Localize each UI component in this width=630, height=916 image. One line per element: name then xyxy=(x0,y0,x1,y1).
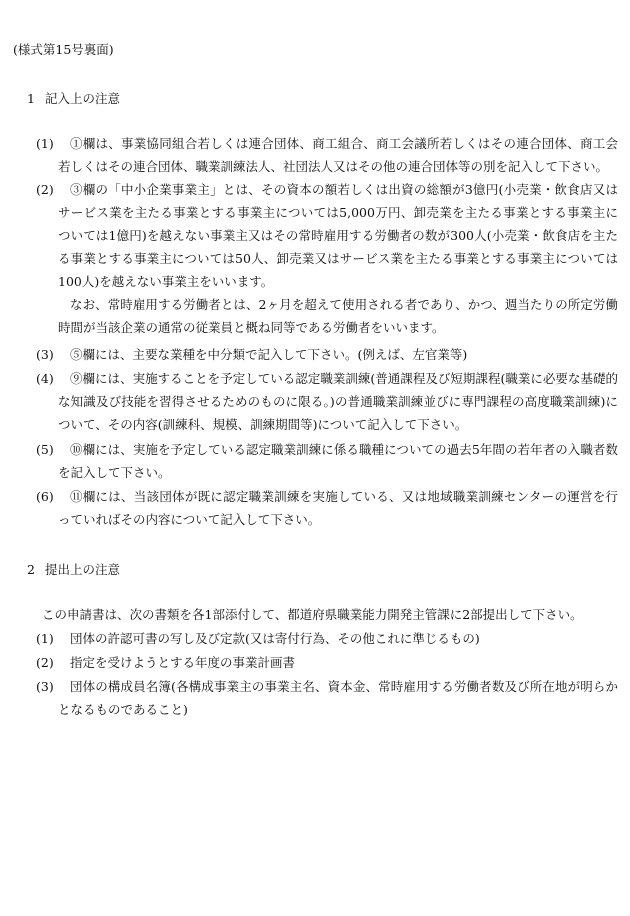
section-1-item-3 xyxy=(36,343,618,366)
section-1-item-6 xyxy=(36,485,618,531)
item-marker: (3) xyxy=(36,679,54,694)
item-marker: (1) xyxy=(36,136,54,151)
item-text: ①欄は、事業協同組合若しくは連合団体、商工組合、商工会議所若しくはその連合団体、商工会若しくはその連合団体、職業訓練法人、社団法人又はその他の連合団体等の別を記入して下さい。 xyxy=(58,136,618,174)
section-1-heading xyxy=(27,89,120,107)
item-text: ⑪欄には、当該団体が既に認定職業訓練を実施している、又は地域職業訓練センターの運営を行っていればその内容について記入して下さい。 xyxy=(58,489,618,527)
section-2-number: 2 xyxy=(27,562,35,577)
item-marker: (5) xyxy=(36,442,54,457)
item-text: ⑩欄には、実施を予定している認定職業訓練に係る職種についての過去5年間の若年者の入職者数を記入して下さい。 xyxy=(58,442,618,480)
section-2-heading xyxy=(27,560,120,578)
item-text: ⑤欄には、主要な業種を中分類で記入して下さい。(例えば、左官業等) xyxy=(70,347,468,362)
section-1-item-4 xyxy=(36,367,618,436)
section-1-item-5 xyxy=(36,438,618,484)
item-text: 団体の構成員名簿(各構成事業主の事業主名、資本金、常時雇用する労働者数及び所在地が明らかとなるものであること) xyxy=(58,679,618,717)
item-text: ③欄の「中小企業事業主」とは、その資本の額若しくは出資の総額が3億円(小売業・飲食店又はサービス業を主たる事業とする事業主については5,000万円、卸売業を主たる事業とする事業主については1億円)を越えない事業主又はその常時雇用する労働者の数が300人(小売業・飲食店を主たる事業とする事業主については50人、卸売業又はサービス業を主たる事業とする事業主については100人)を越えない事業主をいいます。 xyxy=(58,182,618,289)
item-marker: (2) xyxy=(36,182,54,197)
section-1-title: 記入上の注意 xyxy=(45,91,121,106)
item-marker: (3) xyxy=(36,347,54,362)
section-1-number: 1 xyxy=(27,91,35,106)
item-marker: (4) xyxy=(36,371,54,386)
section-1-item-2 xyxy=(36,178,618,293)
item-marker: (2) xyxy=(36,655,54,670)
item-text: 指定を受けようとする年度の事業計画書 xyxy=(70,655,296,670)
section-1-item-2-note: なお、常時雇用する労働者とは、2ヶ月を超えて使用される者であり、かつ、週当たりの所定労働時間が当該企業の通常の従業員と概ね同等である労働者をいいます。 xyxy=(58,297,618,335)
item-text: ⑨欄には、実施することを予定している認定職業訓練(普通課程及び短期課程(職業に必要な基礎的な知識及び技能を習得させるためのものに限る。)の普通職業訓練並びに専門課程の高度職業訓練)について、その内容(訓練科、規模、訓練期間等)について記入して下さい。 xyxy=(58,371,618,432)
section-2-title: 提出上の注意 xyxy=(45,562,121,577)
section-2-item-1 xyxy=(36,627,618,650)
item-marker: (6) xyxy=(36,489,54,504)
section-1-item-1 xyxy=(36,132,618,178)
item-text: 団体の許認可書の写し及び定款(又は寄付行為、その他これに準じるもの) xyxy=(70,631,480,646)
section-2-item-3 xyxy=(36,675,618,721)
item-marker: (1) xyxy=(36,631,54,646)
section-2-item-2 xyxy=(36,651,618,674)
section-2-intro: この申請書は、次の書類を各1部添付して、都道府県職業能力開発主管課に2部提出して下さい。 xyxy=(42,607,583,622)
form-identifier: (様式第15号裏面) xyxy=(13,42,114,57)
